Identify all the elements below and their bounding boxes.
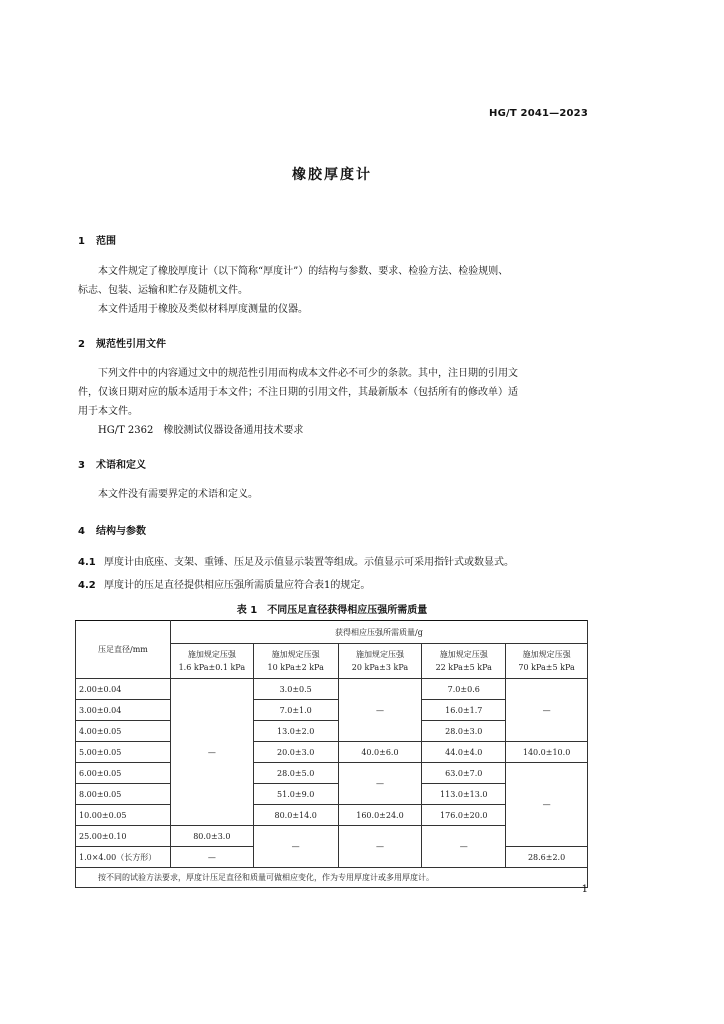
column-header-line2: 10 kPa±2 kPa xyxy=(267,663,324,672)
value-cell: — xyxy=(170,847,253,868)
value-cell: 28.0±5.0 xyxy=(253,763,338,784)
value-cell: 113.0±13.0 xyxy=(422,784,506,805)
paragraph-line: 件，仅该日期对应的版本适用于本文件；不注日期的引用文件，其最新版本（包括所有的修改单）适 xyxy=(78,387,518,398)
clause-4-1 xyxy=(78,553,514,572)
paragraph-line: 下列文件中的内容通过文中的规范性引用而构成本文件必不可少的条款。其中，注日期的引用文 xyxy=(98,368,518,379)
column-header-line1: 施加规定压强 xyxy=(187,650,236,659)
value-cell: — xyxy=(338,679,422,742)
document-title: 橡胶厚度计 xyxy=(292,167,372,183)
diameter-cell: 1.0×4.00（长方形） xyxy=(76,847,171,868)
diameter-cell: 6.00±0.05 xyxy=(76,763,171,784)
section-1-heading xyxy=(78,232,116,247)
value-cell: — xyxy=(338,763,422,805)
standard-code: HG/T 2041—2023 xyxy=(489,108,588,119)
clause-number: 4.2 xyxy=(78,580,96,591)
column-header xyxy=(170,644,253,679)
section-3-heading xyxy=(78,456,146,471)
column-header-line1: 施加规定压强 xyxy=(355,650,404,659)
section-1-body xyxy=(78,262,590,319)
column-header-line2: 22 kPa±5 kPa xyxy=(435,663,492,672)
table-caption: 表 1 不同压足直径获得相应压强所需质量 xyxy=(236,605,428,616)
pressure-mass-table xyxy=(75,620,588,888)
column-header-line2: 1.6 kPa±0.1 kPa xyxy=(178,663,246,672)
diameter-cell: 5.00±0.05 xyxy=(76,742,171,763)
value-cell: 3.0±0.5 xyxy=(253,679,338,700)
value-cell: 160.0±24.0 xyxy=(338,805,422,826)
section-title: 术语和定义 xyxy=(96,460,146,471)
value-cell: 28.6±2.0 xyxy=(506,847,588,868)
value-cell: 140.0±10.0 xyxy=(506,742,588,763)
section-number: 4 xyxy=(78,526,85,537)
paragraph-line: 本文件适用于橡胶及类似材料厚度测量的仪器。 xyxy=(98,304,308,315)
column-header xyxy=(506,644,588,679)
diameter-cell: 3.00±0.04 xyxy=(76,700,171,721)
clause-number: 4.1 xyxy=(78,557,96,568)
value-cell: 16.0±1.7 xyxy=(422,700,506,721)
value-cell: 63.0±7.0 xyxy=(422,763,506,784)
value-cell: 28.0±3.0 xyxy=(422,721,506,742)
clause-4-2 xyxy=(78,576,370,595)
value-cell: 20.0±3.0 xyxy=(253,742,338,763)
group-header-cell: 获得相应压强所需质量/g xyxy=(170,621,587,644)
value-cell: — xyxy=(422,826,506,868)
section-title: 结构与参数 xyxy=(96,526,146,537)
table-note: 按不同的试验方法要求，厚度计压足直径和质量可做相应变化，作为专用厚度计或多用厚度计。 xyxy=(76,868,588,888)
section-number: 1 xyxy=(78,236,85,247)
clause-text: 厚度计由底座、支架、重锤、压足及示值显示装置等组成。示值显示可采用指针式或数显式。 xyxy=(104,557,514,568)
value-cell: — xyxy=(170,679,253,826)
section-4-heading xyxy=(78,522,146,537)
table-row xyxy=(76,742,588,763)
value-cell: — xyxy=(338,826,422,868)
paragraph-line: 本文件没有需要界定的术语和定义。 xyxy=(98,489,258,500)
value-cell: 40.0±6.0 xyxy=(338,742,422,763)
section-title: 范围 xyxy=(96,236,116,247)
value-cell: — xyxy=(506,763,588,847)
diameter-cell: 2.00±0.04 xyxy=(76,679,171,700)
column-header xyxy=(338,644,422,679)
table-note-row xyxy=(76,868,588,888)
section-number: 3 xyxy=(78,460,85,471)
table-row xyxy=(76,763,588,784)
column-header-line2: 20 kPa±3 kPa xyxy=(351,663,409,672)
diameter-cell: 8.00±0.05 xyxy=(76,784,171,805)
row-header-cell: 压足直径/mm xyxy=(76,621,171,679)
column-header-line1: 施加规定压强 xyxy=(522,650,571,659)
value-cell: 176.0±20.0 xyxy=(422,805,506,826)
column-header-line1: 施加规定压强 xyxy=(439,650,488,659)
diameter-cell: 4.00±0.05 xyxy=(76,721,171,742)
paragraph-line: 用于本文件。 xyxy=(78,406,138,417)
column-header xyxy=(422,644,506,679)
column-header-line2: 70 kPa±5 kPa xyxy=(518,663,575,672)
paragraph-line: 本文件规定了橡胶厚度计（以下简称“厚度计”）的结构与参数、要求、检验方法、检验规则、 xyxy=(98,266,509,277)
reference-title: 橡胶测试仪器设备通用技术要求 xyxy=(163,425,304,436)
value-cell: 7.0±0.6 xyxy=(422,679,506,700)
clause-text: 厚度计的压足直径提供相应压强所需质量应符合表1的规定。 xyxy=(104,580,371,591)
value-cell: 44.0±4.0 xyxy=(422,742,506,763)
diameter-cell: 10.00±0.05 xyxy=(76,805,171,826)
section-number: 2 xyxy=(78,339,85,350)
value-cell: 51.0±9.0 xyxy=(253,784,338,805)
section-3-body xyxy=(78,485,590,504)
section-2-heading xyxy=(78,335,166,350)
value-cell: — xyxy=(253,826,338,868)
section-title: 规范性引用文件 xyxy=(96,339,166,350)
column-header xyxy=(253,644,338,679)
value-cell: 7.0±1.0 xyxy=(253,700,338,721)
table-row xyxy=(76,679,588,700)
column-header-line1: 施加规定压强 xyxy=(271,650,320,659)
paragraph-line: 标志、包装、运输和贮存及随机文件。 xyxy=(78,285,248,296)
reference-code: HG/T 2362 xyxy=(98,425,154,436)
diameter-cell: 25.00±0.10 xyxy=(76,826,171,847)
value-cell: 13.0±2.0 xyxy=(253,721,338,742)
value-cell: 80.0±3.0 xyxy=(170,826,253,847)
page-number: 1 xyxy=(581,884,588,895)
value-cell: 80.0±14.0 xyxy=(253,805,338,826)
section-2-body xyxy=(78,364,590,440)
value-cell: — xyxy=(506,679,588,742)
